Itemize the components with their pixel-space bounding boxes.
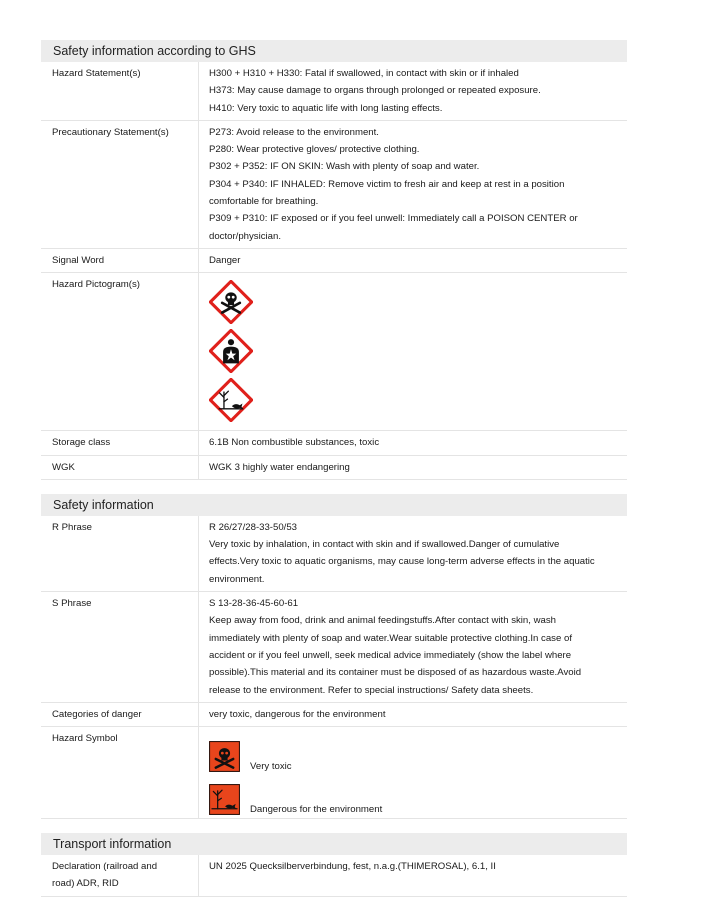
r-phrase-value [199,516,628,592]
transport-table [41,855,627,897]
hazard-pictograms-row [41,273,627,431]
precautionary-line: P273: Avoid release to the environment. [209,126,379,138]
declaration-label-line: Declaration (railroad and [52,861,158,873]
precautionary-statements-label: Precautionary Statement(s) [41,120,199,248]
transport-section-title: Transport information [41,833,627,855]
r-phrase-row [41,516,627,592]
declaration-row [41,855,627,896]
categories-row [41,702,627,726]
dangerous-environment-symbol-icon [209,784,240,815]
wgk-value: WGK 3 highly water endangering [199,455,628,479]
s-phrase-line: S 13-28-36-45-60-61 [209,598,299,610]
categories-label: Categories of danger [41,702,199,726]
signal-word-label: Signal Word [41,248,199,272]
r-phrase-line: Very toxic by inhalation, in contact with skin and if swallowed.Danger of cumulative [209,539,560,551]
hazard-pictograms-label: Hazard Pictogram(s) [41,273,199,431]
r-phrase-label: R Phrase [41,516,199,592]
declaration-label [41,855,199,896]
very-toxic-symbol [209,732,621,772]
hazard-statement-line: H373: May cause damage to organs through prolonged or repeated exposure. [209,85,541,97]
storage-class-label: Storage class [41,431,199,455]
hazard-symbol-value [199,727,628,819]
signal-word-value: Danger [199,248,628,272]
hazard-statement-line: H300 + H310 + H330: Fatal if swallowed, in contact with skin or if inhaled [209,68,519,79]
categories-value: very toxic, dangerous for the environment [199,702,628,726]
hazard-symbol-row [41,727,627,819]
wgk-label: WGK [41,455,199,479]
declaration-label-line: road) ADR, RID [52,878,119,890]
storage-class-row [41,431,627,455]
safety-section-title: Safety information [41,494,627,516]
ghs-section-title: Safety information according to GHS [41,40,627,62]
precautionary-statements-row [41,120,627,248]
precautionary-line: P309 + P310: IF exposed or if you feel unwell: Immediately call a POISON CENTER or [209,213,578,225]
safety-document [41,40,627,897]
s-phrase-label: S Phrase [41,592,199,703]
precautionary-line: P302 + P352: IF ON SKIN: Wash with plenty of soap and water. [209,161,480,173]
r-phrase-line: environment. [209,573,265,585]
s-phrase-value [199,592,628,703]
safety-table [41,516,627,819]
s-phrase-row [41,592,627,703]
s-phrase-line: immediately with plenty of soap and water.Wear suitable protective clothing.In case of [209,632,572,644]
declaration-value: UN 2025 Quecksilberverbindung, fest, n.a.g.(THIMEROSAL), 6.1, II [199,855,628,896]
r-phrase-line: R 26/27/28-33-50/53 [209,521,298,533]
hazard-statements-label: Hazard Statement(s) [41,62,199,120]
dangerous-environment-symbol [209,775,621,815]
hazard-statements-row [41,62,627,120]
very-toxic-symbol-icon [209,741,240,772]
s-phrase-line: release to the environment. Refer to special instructions/ Safety data sheets. [209,684,534,696]
s-phrase-line: possible).This material and its container must be disposed of as hazardous waste.Avoid [209,667,582,679]
environment-pictogram-icon [209,378,253,422]
hazard-statements-value [199,62,628,120]
precautionary-statements-value [199,120,628,248]
precautionary-line: P280: Wear protective gloves/ protective clothing. [209,144,420,156]
s-phrase-line: accident or if you feel unwell, seek medical advice immediately (show the label where [209,649,572,661]
precautionary-line: comfortable for breathing. [209,196,319,208]
hazard-symbol-label: Hazard Symbol [41,727,199,819]
skull-crossbones-pictogram-icon [209,280,253,324]
signal-word-row [41,248,627,272]
s-phrase-line: Keep away from food, drink and animal feedingstuffs.After contact with skin, wash [209,615,556,627]
dangerous-environment-label: Dangerous for the environment [250,804,383,816]
ghs-table [41,62,627,480]
precautionary-line: P304 + P340: IF INHALED: Remove victim to fresh air and keep at rest in a position [209,178,565,190]
wgk-row [41,455,627,479]
hazard-statement-line: H410: Very toxic to aquatic life with long lasting effects. [209,102,443,114]
hazard-pictograms-value [199,273,628,431]
storage-class-value: 6.1B Non combustible substances, toxic [199,431,628,455]
very-toxic-label: Very toxic [250,761,292,773]
precautionary-line: doctor/physician. [209,230,281,242]
r-phrase-line: effects.Very toxic to aquatic organisms, may cause long-term adverse effects in the aquatic [209,556,595,568]
health-hazard-pictogram-icon [209,329,253,373]
